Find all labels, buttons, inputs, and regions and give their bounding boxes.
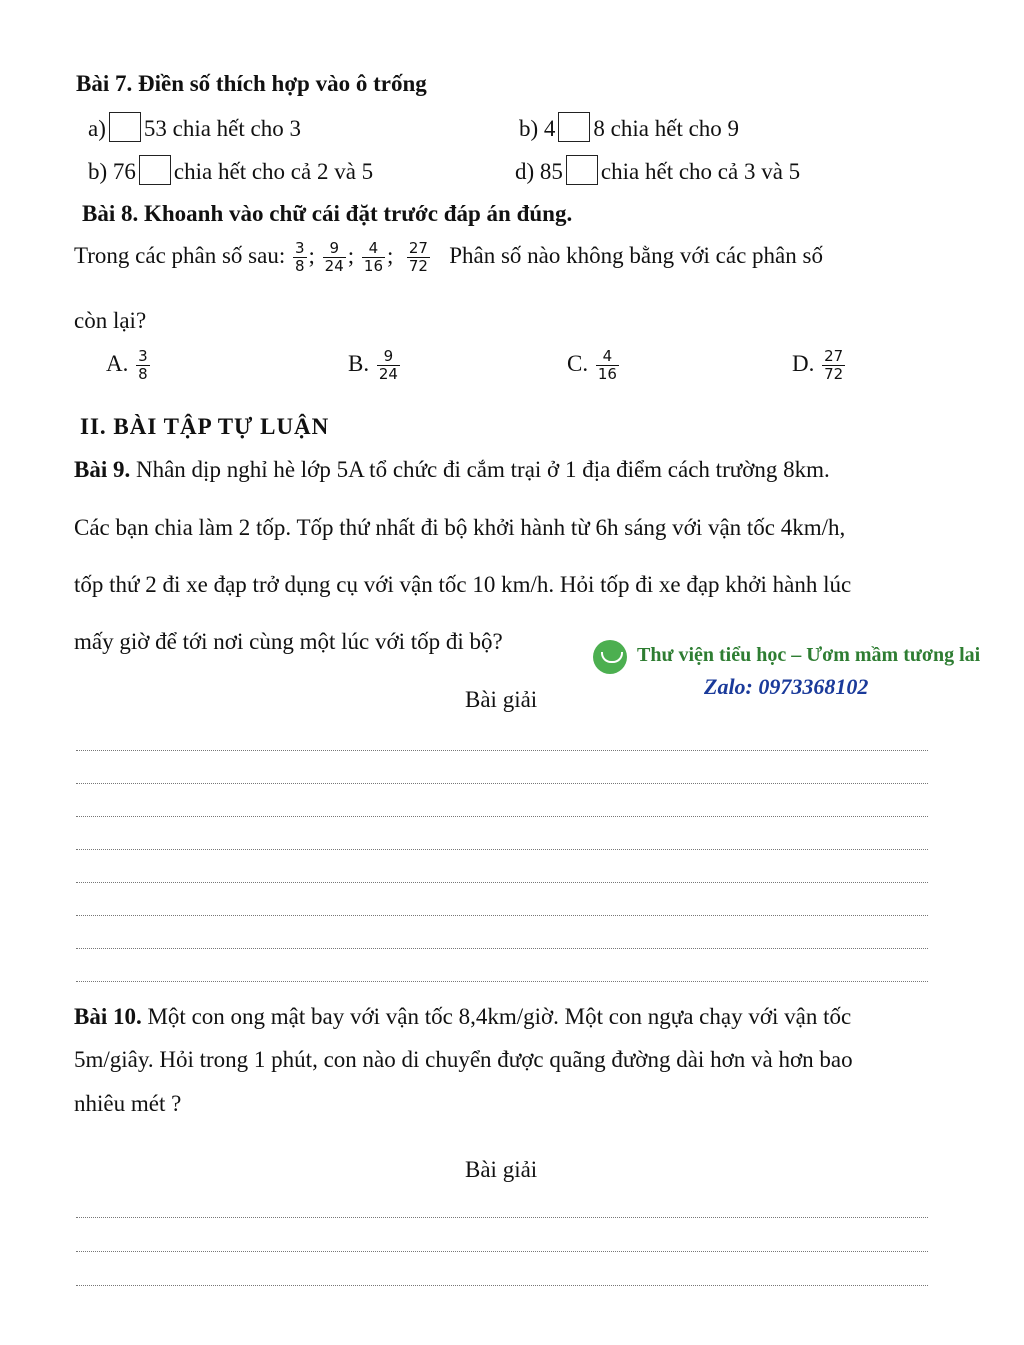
b7-b-suffix: 8 chia hết cho 9 <box>593 116 740 141</box>
b8-question-prefix: Trong các phân số sau: <box>74 243 286 269</box>
b8-option-a[interactable] <box>106 348 152 384</box>
b7-a-prefix: a) <box>88 116 106 141</box>
b7-title: Bài 7. Điền số thích hợp vào ô trống <box>76 71 427 96</box>
b7-item-a <box>88 112 301 143</box>
numerator: 3 <box>294 239 305 257</box>
b10-solution-heading: Bài giải <box>465 1157 538 1182</box>
b8-fraction-3 <box>362 240 385 276</box>
b8-fraction-1 <box>293 240 307 276</box>
numerator: 3 <box>138 347 148 365</box>
denominator: 16 <box>597 365 617 384</box>
b9-answer-line[interactable] <box>76 948 928 949</box>
b9-answer-line[interactable] <box>76 849 928 850</box>
b8-option-b[interactable] <box>348 348 402 384</box>
library-logo-icon <box>593 640 627 674</box>
b7-a-suffix: 53 chia hết cho 3 <box>143 116 301 141</box>
b7-c-prefix: b) 76 <box>88 159 136 184</box>
b9-answer-line[interactable] <box>76 981 928 982</box>
denominator: 16 <box>363 257 383 276</box>
denominator: 8 <box>138 365 148 384</box>
numerator: 9 <box>323 240 346 258</box>
denominator: 24 <box>378 365 398 384</box>
b10-label: Bài 10. <box>74 1004 142 1029</box>
b7-c-answer-box[interactable] <box>139 155 171 185</box>
b8-question <box>74 240 823 276</box>
b10-line1 <box>74 1003 851 1031</box>
option-letter: C. <box>567 351 589 377</box>
denominator: 24 <box>324 257 344 276</box>
option-fraction <box>822 348 845 384</box>
watermark-brand: Thư viện tiểu học – Ươm mầm tương lai <box>637 644 981 666</box>
b9-line3: tốp thứ 2 đi xe đạp trở dụng cụ với vận tốc 10 km/h. Hỏi tốp đi xe đạp khởi hành lúc <box>74 572 852 597</box>
b9-answer-line[interactable] <box>76 816 928 817</box>
option-fraction <box>596 348 619 384</box>
b8-title: Bài 8. Khoanh vào chữ cái đặt trước đáp án đúng. <box>82 201 573 226</box>
option-letter: B. <box>348 351 370 377</box>
option-letter: D. <box>792 351 815 377</box>
option-letter: A. <box>106 351 129 377</box>
b7-b-prefix: b) 4 <box>519 116 556 141</box>
b8-fraction-2 <box>323 240 346 276</box>
b8-question-suffix: Phân số nào không bằng với các phân số <box>449 243 823 269</box>
separator: ; <box>387 243 394 269</box>
b10-answer-line[interactable] <box>76 1251 928 1252</box>
b9-line1 <box>74 456 830 484</box>
b7-item-d <box>515 155 800 186</box>
b7-d-answer-box[interactable] <box>566 155 598 185</box>
numerator: 9 <box>377 348 400 366</box>
b9-line2: Các bạn chia làm 2 tốp. Tốp thứ nhất đi bộ khởi hành từ 6h sáng với vận tốc 4km/h, <box>74 515 846 540</box>
b7-d-suffix: chia hết cho cả 3 và 5 <box>600 159 801 184</box>
b10-line2: 5m/giây. Hỏi trong 1 phút, con nào di chuyển được quãng đường dài hơn và hơn bao <box>74 1047 853 1072</box>
b10-answer-line[interactable] <box>76 1217 928 1218</box>
b9-answer-line[interactable] <box>76 915 928 916</box>
b9-label: Bài 9. <box>74 457 131 482</box>
b9-answer-line[interactable] <box>76 882 928 883</box>
numerator: 4 <box>362 240 385 258</box>
section-2-heading: II. BÀI TẬP TỰ LUẬN <box>80 414 330 439</box>
b7-item-c <box>88 155 373 186</box>
separator: ; <box>347 243 355 269</box>
denominator: 8 <box>294 257 305 276</box>
b9-line1-text: Nhân dịp nghỉ hè lớp 5A tổ chức đi cắm trại ở 1 địa điểm cách trường 8km. <box>130 457 830 482</box>
separator: ; <box>308 243 315 269</box>
b8-question-line2: còn lại? <box>74 308 147 333</box>
denominator: 72 <box>408 257 428 276</box>
b9-answer-line[interactable] <box>76 783 928 784</box>
denominator: 72 <box>824 365 844 384</box>
b8-option-d[interactable] <box>792 348 847 384</box>
option-fraction <box>377 348 400 384</box>
b9-solution-heading: Bài giải <box>465 687 538 712</box>
numerator: 4 <box>596 348 619 366</box>
numerator: 27 <box>824 347 844 365</box>
b8-fraction-4 <box>407 240 430 276</box>
b10-answer-line[interactable] <box>76 1285 928 1286</box>
b7-d-prefix: d) 85 <box>515 159 563 184</box>
b8-option-c[interactable] <box>567 348 621 384</box>
b9-answer-line[interactable] <box>76 750 928 751</box>
b7-c-suffix: chia hết cho cả 2 và 5 <box>173 159 374 184</box>
option-fraction <box>136 348 150 384</box>
watermark-zalo: Zalo: 0973368102 <box>704 674 869 699</box>
numerator: 27 <box>408 239 428 257</box>
b10-line3: nhiêu mét ? <box>74 1091 182 1116</box>
b9-line4: mấy giờ để tới nơi cùng một lúc với tốp đi bộ? <box>74 629 503 654</box>
b7-a-answer-box[interactable] <box>109 112 141 142</box>
b7-item-b <box>519 112 739 143</box>
b10-line1-text: Một con ong mật bay với vận tốc 8,4km/giờ. Một con ngựa chạy với vận tốc <box>141 1004 852 1029</box>
b7-b-answer-box[interactable] <box>558 112 590 142</box>
